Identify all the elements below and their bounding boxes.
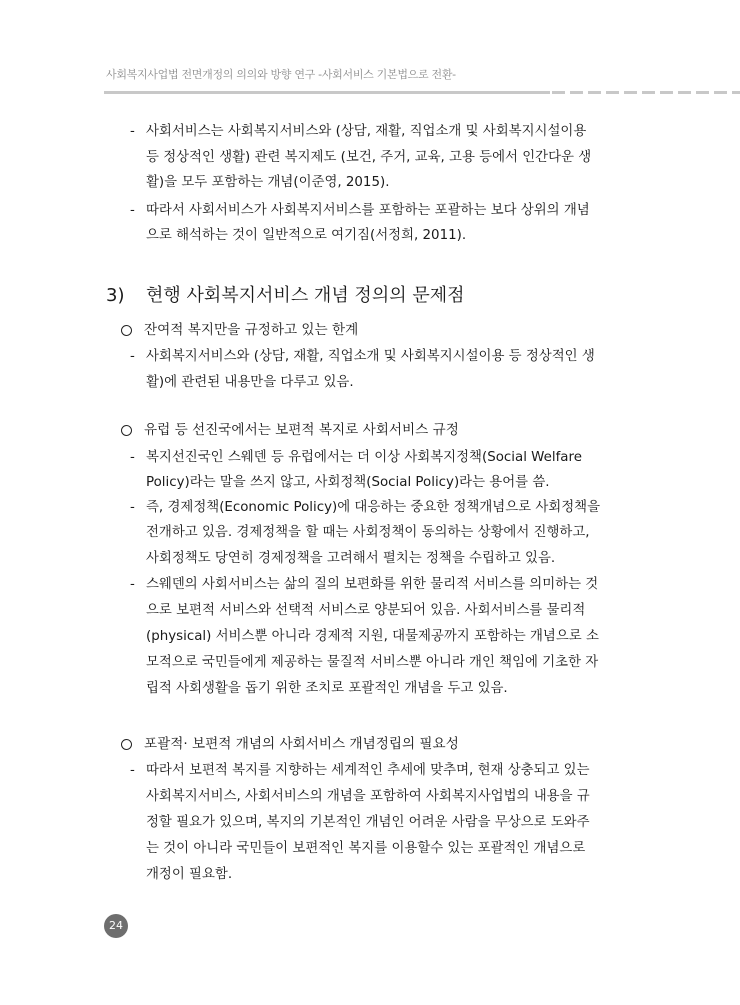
text-line: 즉, 경제정책(Economic Policy)에 대응하는 중요한 정책개념으로 사회정책을 xyxy=(146,500,601,515)
section-heading xyxy=(106,281,464,307)
text-line: 으로 해석하는 것이 일반적으로 여기짐(서정희, 2011). xyxy=(146,228,467,243)
text-line: 전개하고 있음. 경제정책을 할 때는 사회정책이 동의하는 상황에서 진행하고, xyxy=(146,525,590,540)
header-rule xyxy=(104,91,550,94)
text-line: 는 것이 아니라 국민들이 보편적인 복지를 이용할수 있는 포괄적인 개념으로 xyxy=(146,841,586,856)
header-dashed-rule xyxy=(552,91,740,94)
text-line: Policy)라는 말을 쓰지 않고, 사회정책(Social Policy)라는 용어를 씀. xyxy=(146,475,550,490)
dash-marker: - xyxy=(130,500,135,515)
bullet-heading: 유럽 등 선진국에서는 보편적 복지로 사회서비스 규정 xyxy=(144,422,459,438)
circle-bullet-icon xyxy=(121,425,132,436)
text-line: 개정이 필요함. xyxy=(146,867,233,882)
text-line: 활)을 모두 포함하는 개념(이준영, 2015). xyxy=(146,175,390,190)
bullet-heading: 포괄적· 보편적 개념의 사회서비스 개념정립의 필요성 xyxy=(144,736,459,752)
dash-marker: - xyxy=(130,763,135,778)
dash-marker: - xyxy=(130,124,135,139)
text-line: 사회복지서비스와 (상담, 재활, 직업소개 및 사회복지시설이용 등 정상적인 생 xyxy=(146,349,595,364)
dash-marker: - xyxy=(130,349,135,364)
text-line: 활)에 관련된 내용만을 다루고 있음. xyxy=(146,375,354,390)
text-line: 모적으로 국민들에게 제공하는 물질적 서비스뿐 아니라 개인 책임에 기초한 자 xyxy=(146,655,599,670)
text-line: 사회서비스는 사회복지서비스와 (상담, 재활, 직업소개 및 사회복지시설이용 xyxy=(146,124,587,139)
section-number: 3) xyxy=(106,285,125,306)
dash-marker: - xyxy=(130,203,135,218)
bullet-heading: 잔여적 복지만을 규정하고 있는 한계 xyxy=(144,322,359,338)
text-line: 립적 사회생활을 돕기 위한 조치로 포괄적인 개념을 두고 있음. xyxy=(146,681,508,696)
text-line: 등 정상적인 생활) 관련 복지제도 (보건, 주거, 교육, 고용 등에서 인간다운 생 xyxy=(146,150,592,165)
section-title: 현행 사회복지서비스 개념 정의의 문제점 xyxy=(146,285,465,306)
text-line: 따라서 사회서비스가 사회복지서비스를 포함하는 포괄하는 보다 상위의 개념 xyxy=(146,203,590,218)
text-line: 정할 필요가 있으며, 복지의 기본적인 개념인 어려운 사람을 무상으로 도와주 xyxy=(146,815,590,830)
circle-bullet-icon xyxy=(121,325,132,336)
text-line: 스웨덴의 사회서비스는 삶의 질의 보편화를 위한 물리적 서비스를 의미하는 것 xyxy=(146,577,599,592)
dash-marker: - xyxy=(130,450,135,465)
dash-marker: - xyxy=(130,577,135,592)
text-line: 으로 보편적 서비스와 선택적 서비스로 양분되어 있음. 사회서비스를 물리적 xyxy=(146,603,586,618)
running-header: 사회복지사업법 전면개정의 의의와 방향 연구 -사회서비스 기본법으로 전환- xyxy=(106,68,456,81)
text-line: 따라서 보편적 복지를 지향하는 세계적인 추세에 맞추며, 현재 상충되고 있는 xyxy=(146,763,590,778)
text-line: 사회정책도 당연히 경제정책을 고려해서 펼치는 정책을 수립하고 있음. xyxy=(146,551,556,566)
text-line: 사회복지서비스, 사회서비스의 개념을 포함하여 사회복지사업법의 내용을 규 xyxy=(146,789,590,804)
text-line: 복지선진국인 스웨덴 등 유럽에서는 더 이상 사회복지정책(Social Welfare xyxy=(146,450,582,465)
circle-bullet-icon xyxy=(121,739,132,750)
page-number-badge: 24 xyxy=(104,914,128,938)
text-line: (physical) 서비스뿐 아니라 경제적 지원, 대물제공까지 포함하는 개념으로 소 xyxy=(146,629,599,644)
